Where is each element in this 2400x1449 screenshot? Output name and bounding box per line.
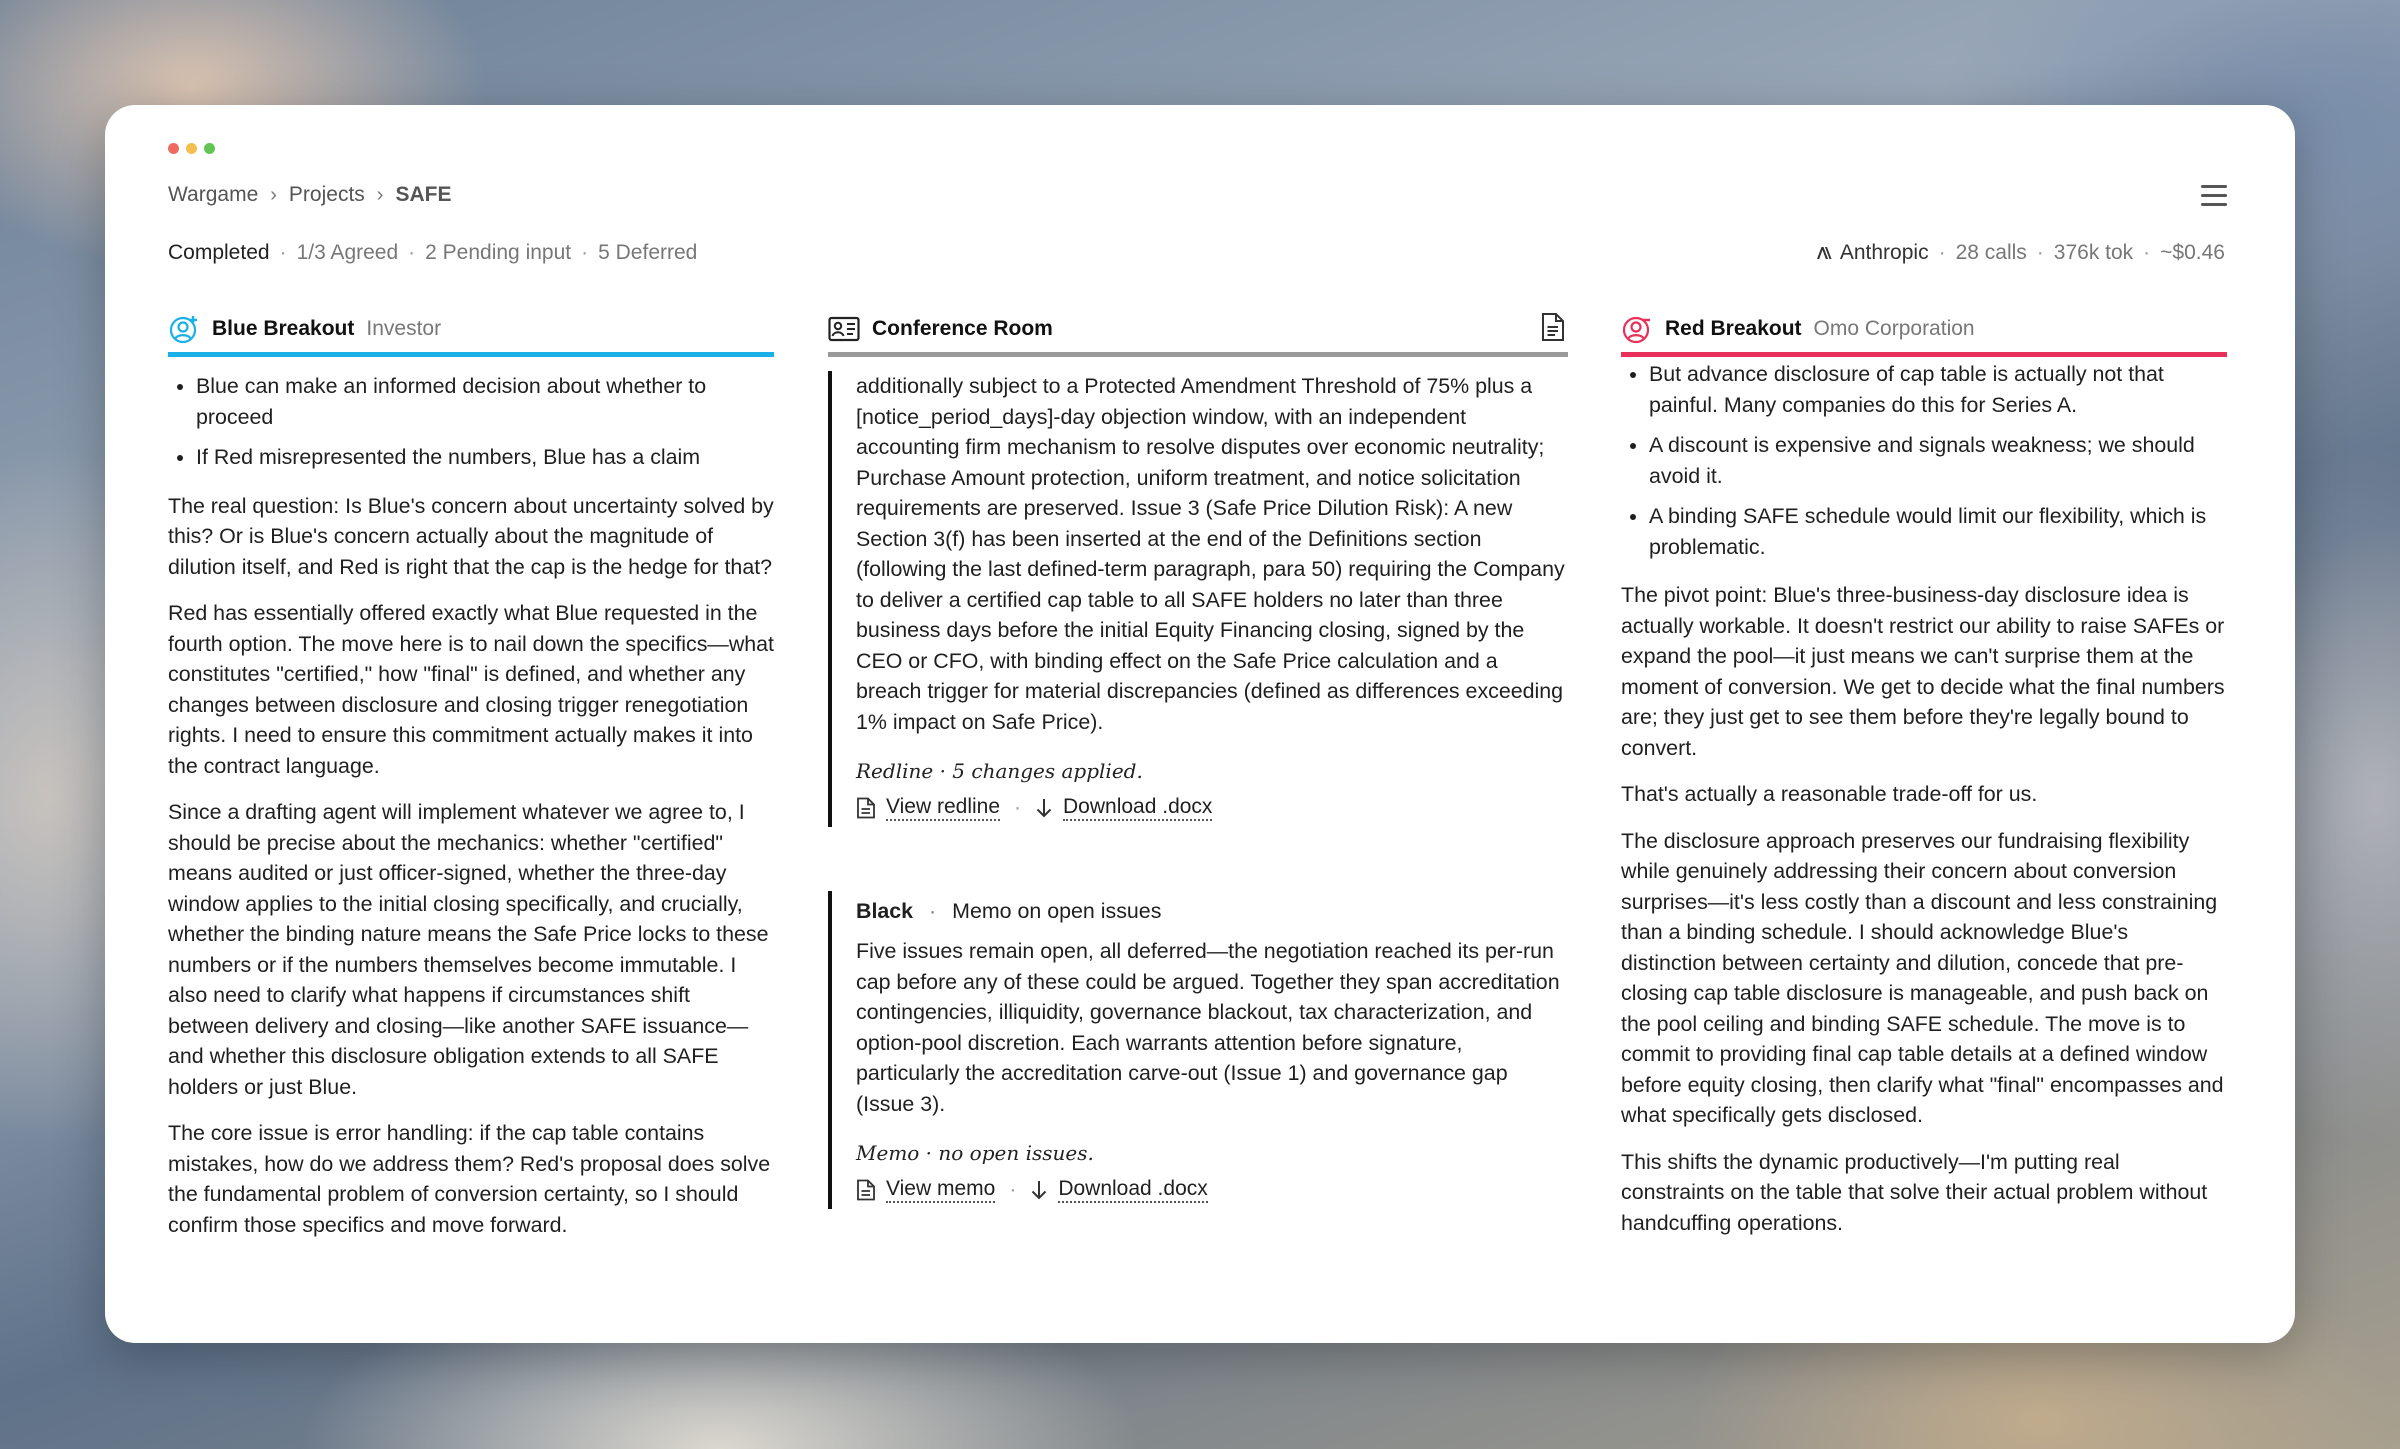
memo-header: Black · Memo on open issues xyxy=(856,899,1162,923)
paragraph: Red has essentially offered exactly what Blue requested in the fourth option. The move here is to nail down the specifics—what constitutes "certified," how "final" is defined, and whether any changes between disclosure and closing trigger renegotiation rights. I need to ensure this commitment actually makes it into the contract language. xyxy=(168,601,774,778)
redline-actions: View redline · Download .docx xyxy=(856,795,1568,827)
paragraph: The core issue is error handling: if the cap table contains mistakes, how do we address them? Red's proposal does solve the fundamental problem of conversion certainty, so I should confirm those specifics and move forward. xyxy=(168,1121,771,1237)
paragraph: That's actually a reasonable trade-off for us. xyxy=(1621,782,2038,806)
breadcrumb-wargame[interactable]: Wargame xyxy=(168,183,259,206)
user-circle-plus-icon xyxy=(168,313,200,345)
status-state: Completed xyxy=(168,241,270,264)
id-card-icon xyxy=(828,316,860,342)
arrow-down-icon xyxy=(1035,797,1053,819)
memo-title: Memo on open issues xyxy=(952,899,1162,923)
red-breakout-panel xyxy=(1621,310,2227,1299)
run-meta: Anthropic · 28 calls · 376k tok · ~$0.46 xyxy=(1816,241,2225,265)
chevron-right-icon: › xyxy=(376,183,384,206)
blue-panel-role: Investor xyxy=(366,317,442,340)
conference-room-panel xyxy=(828,310,1568,1209)
document-icon xyxy=(856,797,876,819)
blue-panel-title: Blue Breakout xyxy=(212,317,355,340)
paragraph: The real question: Is Blue's concern about uncertainty solved by this? Or is Blue's concern actually about the magnitude of dilution itself, and Red is right that the cap is the hedge for that? xyxy=(168,493,774,579)
provider-name: Anthropic xyxy=(1839,241,1929,264)
red-panel-accent-bar xyxy=(1621,352,2227,357)
breadcrumb-projects[interactable]: Projects xyxy=(288,183,365,206)
red-panel-content xyxy=(1621,359,2227,1299)
conference-panel-header xyxy=(828,310,1568,348)
paragraph: The disclosure approach preserves our fundraising flexibility while genuinely addressing their concern about conversion surprises—it's less costly than a discount and less constraining than a binding schedule. I should acknowledge Blue's distinction between certainty and dilution, concede that pre-closing cap table disclosure is manageable, and push back on the pool ceiling and binding SAFE schedule. The move is to commit to providing final cap table details at a defined window before equity closing, then clarify what "final" encompasses and what specifically gets disclosed. xyxy=(1621,828,2224,1127)
anthropic-logo-icon xyxy=(1816,246,1832,260)
memo-author: Black xyxy=(856,899,914,923)
app-window xyxy=(105,105,2295,1343)
list-item: • A discount is expensive and signals weakness; we should avoid it. xyxy=(1649,430,2227,491)
red-panel-title: Red Breakout xyxy=(1665,317,1802,340)
status-deferred: 5 Deferred xyxy=(598,241,698,264)
view-redline-link[interactable]: View redline xyxy=(886,795,1000,821)
breadcrumb xyxy=(168,183,451,207)
document-icon xyxy=(856,1179,876,1201)
blue-panel-header xyxy=(168,310,774,348)
provider xyxy=(1816,241,1929,265)
status-agreed: 1/3 Agreed xyxy=(296,241,399,264)
paragraph: The pivot point: Blue's three-business-day disclosure idea is actually workable. It doesn't restrict our ability to raise SAFEs or expand the pool—it just means we can't surprise them at the moment of conversion. We get to decide what the final numbers are; they just get to see them before they're legally bound to convert. xyxy=(1621,583,2225,760)
meta-calls: 28 calls xyxy=(1955,241,2027,264)
chevron-right-icon: › xyxy=(270,183,277,206)
redline-summary: additionally subject to a Protected Amendment Threshold of 75% plus a [notice_period_days]-day objection window, with an independent accounting firm mechanism to resolve disputes over economic neutrality; Purchase Amount protection, uniform treatment, and notice solicitation requirements are preserved. Issue 3 (Safe Price Dilution Risk): A new Section 3(f) has been inserted at the end of the Definitions section (following the last defined-term paragraph, para 50) requiring the Company to deliver a certified cap table to all SAFE holders no later than three business days before the initial Equity Financing closing, signed by the CEO or CFO, with binding effect on the Safe Price calculation and a breach trigger for material discrepancies (defined as differences exceeding 1% impact on Safe Price). xyxy=(856,374,1565,734)
blue-panel-content xyxy=(168,371,774,1301)
close-window-dot[interactable] xyxy=(168,143,179,154)
list-item: • But advance disclosure of cap table is actually not that painful. Many companies do this for Series A. xyxy=(1649,359,2227,420)
redline-block xyxy=(828,371,1568,827)
view-memo-link[interactable]: View memo xyxy=(886,1177,995,1203)
conference-panel-title: Conference Room xyxy=(872,317,1053,340)
list-item: • Blue can make an informed decision about whether to proceed xyxy=(196,371,774,432)
minimize-window-dot[interactable] xyxy=(186,143,197,154)
status-bar: Completed · 1/3 Agreed · 2 Pending input · 5 Deferred xyxy=(168,241,698,264)
conference-panel-accent-bar xyxy=(828,352,1568,357)
red-panel-header xyxy=(1621,310,2227,348)
user-circle-minus-icon xyxy=(1621,313,1653,345)
status-pending: 2 Pending input xyxy=(425,241,572,264)
arrow-down-icon xyxy=(1030,1179,1048,1201)
paragraph: This shifts the dynamic productively—I'm putting real constraints on the table that solve their actual problem without handcuffing operations. xyxy=(1621,1149,2208,1235)
blue-panel-accent-bar xyxy=(168,352,774,357)
meta-cost: ~$0.46 xyxy=(2160,241,2225,264)
maximize-window-dot[interactable] xyxy=(204,143,215,154)
memo-summary: Five issues remain open, all deferred—the negotiation reached its per-run cap before any of these could be argued. Together they span accreditation contingencies, illiquidity, governance blackout, tax characterization, and option-pool discretion. Each warrants attention before signature, particularly the accreditation carve-out (Issue 1) and governance gap (Issue 3). xyxy=(856,939,1560,1116)
document-icon[interactable] xyxy=(1540,312,1566,342)
memo-block xyxy=(828,891,1568,1209)
list-item: • If Red misrepresented the numbers, Blue has a claim xyxy=(196,442,774,473)
memo-note: Memo · no open issues. xyxy=(856,1141,1094,1165)
hamburger-menu-icon[interactable] xyxy=(2201,185,2227,207)
redline-note: Redline · 5 changes applied. xyxy=(856,759,1143,783)
window-controls xyxy=(168,143,215,154)
download-redline-link[interactable]: Download .docx xyxy=(1063,795,1212,821)
list-item: • A binding SAFE schedule would limit our flexibility, which is problematic. xyxy=(1649,501,2227,562)
download-memo-link[interactable]: Download .docx xyxy=(1058,1177,1207,1203)
blue-breakout-panel xyxy=(168,310,774,1301)
paragraph: Since a drafting agent will implement whatever we agree to, I should be precise about the mechanics: whether "certified" means audited or just officer-signed, whether the three-day window applies to the initial closing specifically, and crucially, whether the binding nature means the Safe Price locks to these numbers or if the numbers themselves become immutable. I also need to clarify what happens if circumstances shift between delivery and closing—like another SAFE issuance—and whether this disclosure obligation extends to all SAFE holders or just Blue. xyxy=(168,800,769,1099)
red-panel-role: Omo Corporation xyxy=(1813,317,1975,340)
meta-tokens: 376k tok xyxy=(2053,241,2134,264)
breadcrumb-current: SAFE xyxy=(395,183,452,206)
memo-actions: View memo · Download .docx xyxy=(856,1177,1568,1209)
